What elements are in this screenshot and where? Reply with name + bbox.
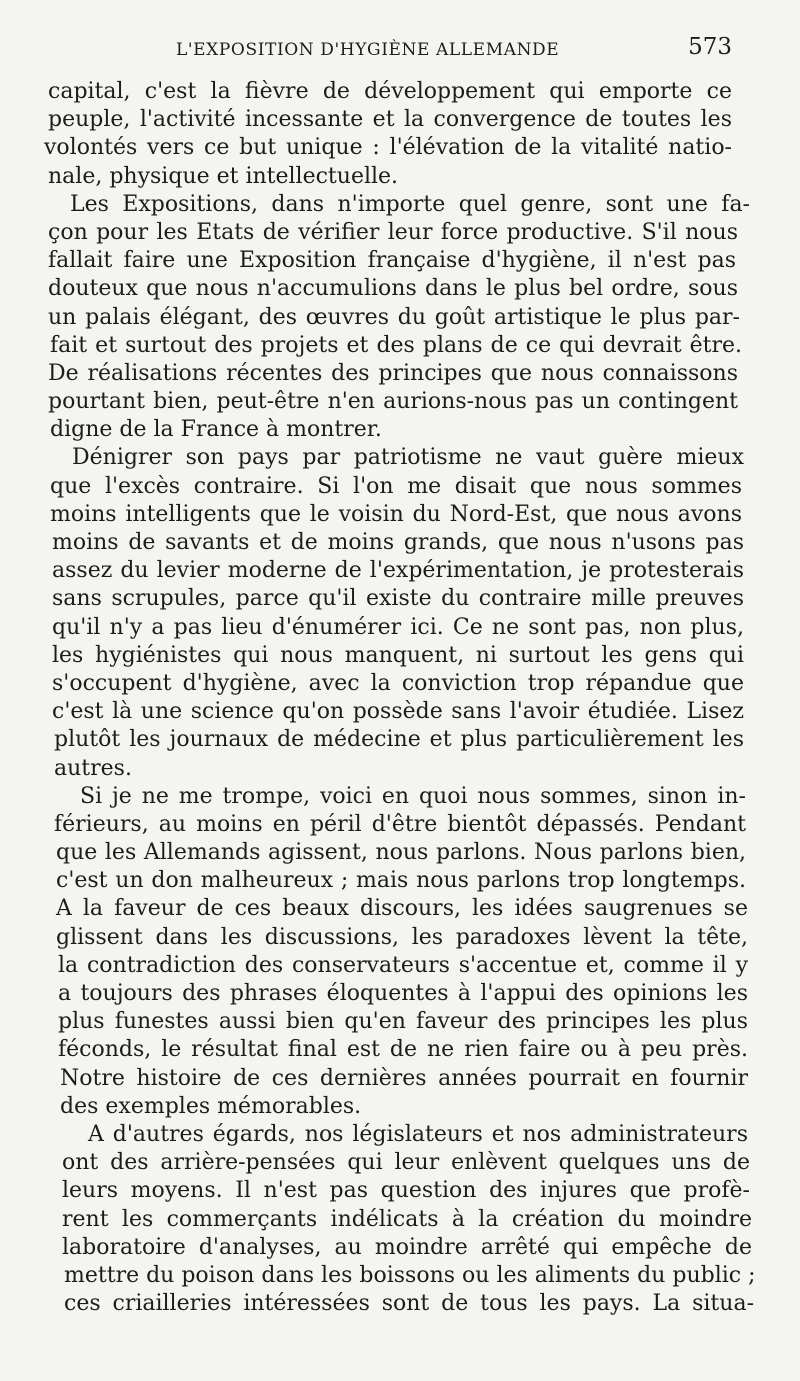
text-line-content: ont des arrière-pensées qui leur enlèvent quelques uns de — [62, 1150, 750, 1176]
text-line-content: plutôt les journaux de médecine et plus particulièrement les — [54, 727, 744, 753]
text-line — [0, 1234, 800, 1262]
text-line — [0, 614, 800, 642]
text-line — [0, 219, 800, 247]
text-line — [0, 952, 800, 980]
text-line-content: leurs moyens. Il n'est pas question des injures que profè- — [62, 1178, 750, 1204]
text-line — [0, 1093, 800, 1121]
text-line — [0, 247, 800, 275]
text-line — [0, 332, 800, 360]
text-line-content: qu'il n'y a pas lieu d'énumérer ici. Ce ne sont pas, non plus, — [52, 614, 744, 640]
text-line-content: assez du levier moderne de l'expérimentation, je protesterais — [52, 558, 744, 584]
text-line — [0, 1262, 800, 1290]
text-line-content: peuple, l'activité incessante et la convergence de toutes les — [48, 107, 732, 133]
text-line-content: fallait faire une Exposition française d'hygiène, il n'est pas — [48, 248, 736, 274]
text-line-content: s'occupent d'hygiène, avec la conviction trop répandue que — [52, 670, 744, 696]
text-line — [0, 501, 800, 529]
text-line-content: capital, c'est la fièvre de développement qui emporte ce — [48, 79, 732, 104]
text-line — [0, 1065, 800, 1093]
text-line — [0, 980, 800, 1008]
text-line-content: volontés vers ce but unique : l'élévation de la vitalité natio- — [44, 135, 732, 161]
text-line-content: mettre du poison dans les boissons ou les aliments du public ; — [64, 1262, 756, 1288]
text-line — [0, 839, 800, 867]
text-line-content: sans scrupules, parce qu'il existe du contraire mille preuves — [52, 586, 744, 612]
text-line — [0, 1290, 800, 1318]
text-line — [0, 895, 800, 923]
text-line — [0, 304, 800, 332]
text-line-content: c'est là une science qu'on possède sans l'avoir étudiée. Lisez — [52, 699, 744, 725]
text-line — [0, 388, 800, 416]
body-text — [0, 78, 800, 1318]
text-line-content: Notre histoire de ces dernières années pourrait en fournir — [60, 1065, 748, 1091]
text-line — [0, 726, 800, 754]
text-line-content: que les Allemands agissent, nous parlons. Nous parlons bien, — [56, 840, 746, 866]
text-line-content: fait et surtout des projets et des plans de ce qui devrait être. — [50, 332, 742, 358]
text-line-content: rent les commerçants indélicats à la création du moindre — [62, 1206, 752, 1232]
running-title: L'EXPOSITION D'HYGIÈNE ALLEMANDE — [176, 40, 560, 60]
text-line — [0, 642, 800, 670]
text-line — [0, 134, 800, 162]
text-line — [0, 163, 800, 191]
text-line — [0, 557, 800, 585]
text-line — [0, 811, 800, 839]
text-line — [0, 1008, 800, 1036]
text-line — [0, 529, 800, 557]
text-line-content: des exemples mémorables. — [60, 1093, 362, 1119]
text-line-content: la contradiction des conservateurs s'accentue et, comme il y — [58, 952, 748, 978]
page-number: 573 — [688, 34, 732, 60]
text-line-content: les hygiénistes qui nous manquent, ni surtout les gens qui — [52, 642, 744, 668]
text-line — [0, 444, 800, 472]
text-line-content: De réalisations récentes des principes que nous connaissons — [48, 360, 738, 386]
text-line-content: férieurs, au moins en péril d'être bientôt dépassés. Pendant — [54, 811, 746, 837]
text-line-content: moins intelligents que le voisin du Nord-Est, que nous avons — [50, 501, 742, 527]
text-line-content: plus funestes aussi bien qu'en faveur des principes les plus — [58, 1009, 748, 1035]
text-line-content: c'est un don malheureux ; mais nous parlons trop longtemps. — [56, 868, 746, 894]
text-line — [0, 1121, 800, 1149]
text-line — [0, 1036, 800, 1064]
text-line — [0, 1149, 800, 1177]
text-line-content: douteux que nous n'accumulions dans le plus bel ordre, sous — [48, 276, 738, 302]
page-header — [48, 34, 734, 68]
text-line-content: glissent dans les discussions, les paradoxes lèvent la tête, — [56, 924, 748, 950]
text-line-content: nale, physique et intellectuelle. — [48, 163, 399, 189]
text-line — [0, 585, 800, 613]
text-line-content: Les Expositions, dans n'importe quel genre, sont une fa- — [70, 191, 750, 217]
text-line-content: A d'autres égards, nos législateurs et nos administrateurs — [88, 1121, 748, 1147]
text-line — [0, 1206, 800, 1234]
text-line-content: autres. — [54, 755, 132, 781]
text-line-content: un palais élégant, des œuvres du goût artistique le plus par- — [48, 304, 740, 330]
text-line-content: Si je ne me trompe, voici en quoi nous sommes, sinon in- — [80, 783, 746, 809]
text-line-content: ces criailleries intéressées sont de tous les pays. La situa- — [64, 1291, 754, 1317]
text-line-content: digne de la France à montrer. — [50, 417, 382, 443]
text-line-content: que l'excès contraire. Si l'on me disait que nous sommes — [50, 473, 742, 499]
text-line — [0, 360, 800, 388]
text-line-content: Dénigrer son pays par patriotisme ne vaut guère mieux — [72, 445, 744, 471]
text-line — [0, 275, 800, 303]
text-line — [0, 924, 800, 952]
text-line — [0, 78, 800, 106]
text-line — [0, 867, 800, 895]
text-line — [0, 670, 800, 698]
text-line — [0, 106, 800, 134]
text-line — [0, 416, 800, 444]
text-line — [0, 473, 800, 501]
text-line-content: féconds, le résultat final est de ne rien faire ou à peu près. — [58, 1037, 748, 1063]
text-line — [0, 1177, 800, 1205]
text-line — [0, 783, 800, 811]
text-line-content: çon pour les Etats de vérifier leur force productive. S'il nous — [48, 219, 738, 245]
text-line — [0, 698, 800, 726]
text-line-content: laboratoire d'analyses, au moindre arrêté qui empêche de — [62, 1234, 752, 1260]
text-line — [0, 191, 800, 219]
text-line — [0, 755, 800, 783]
text-line-content: moins de savants et de moins grands, que nous n'usons pas — [52, 530, 744, 555]
text-line-content: a toujours des phrases éloquentes à l'appui des opinions les — [58, 981, 748, 1006]
text-line-content: A la faveur de ces beaux discours, les idées saugrenues se — [56, 896, 748, 922]
text-line-content: pourtant bien, peut-être n'en aurions-nous pas un contingent — [48, 389, 738, 415]
